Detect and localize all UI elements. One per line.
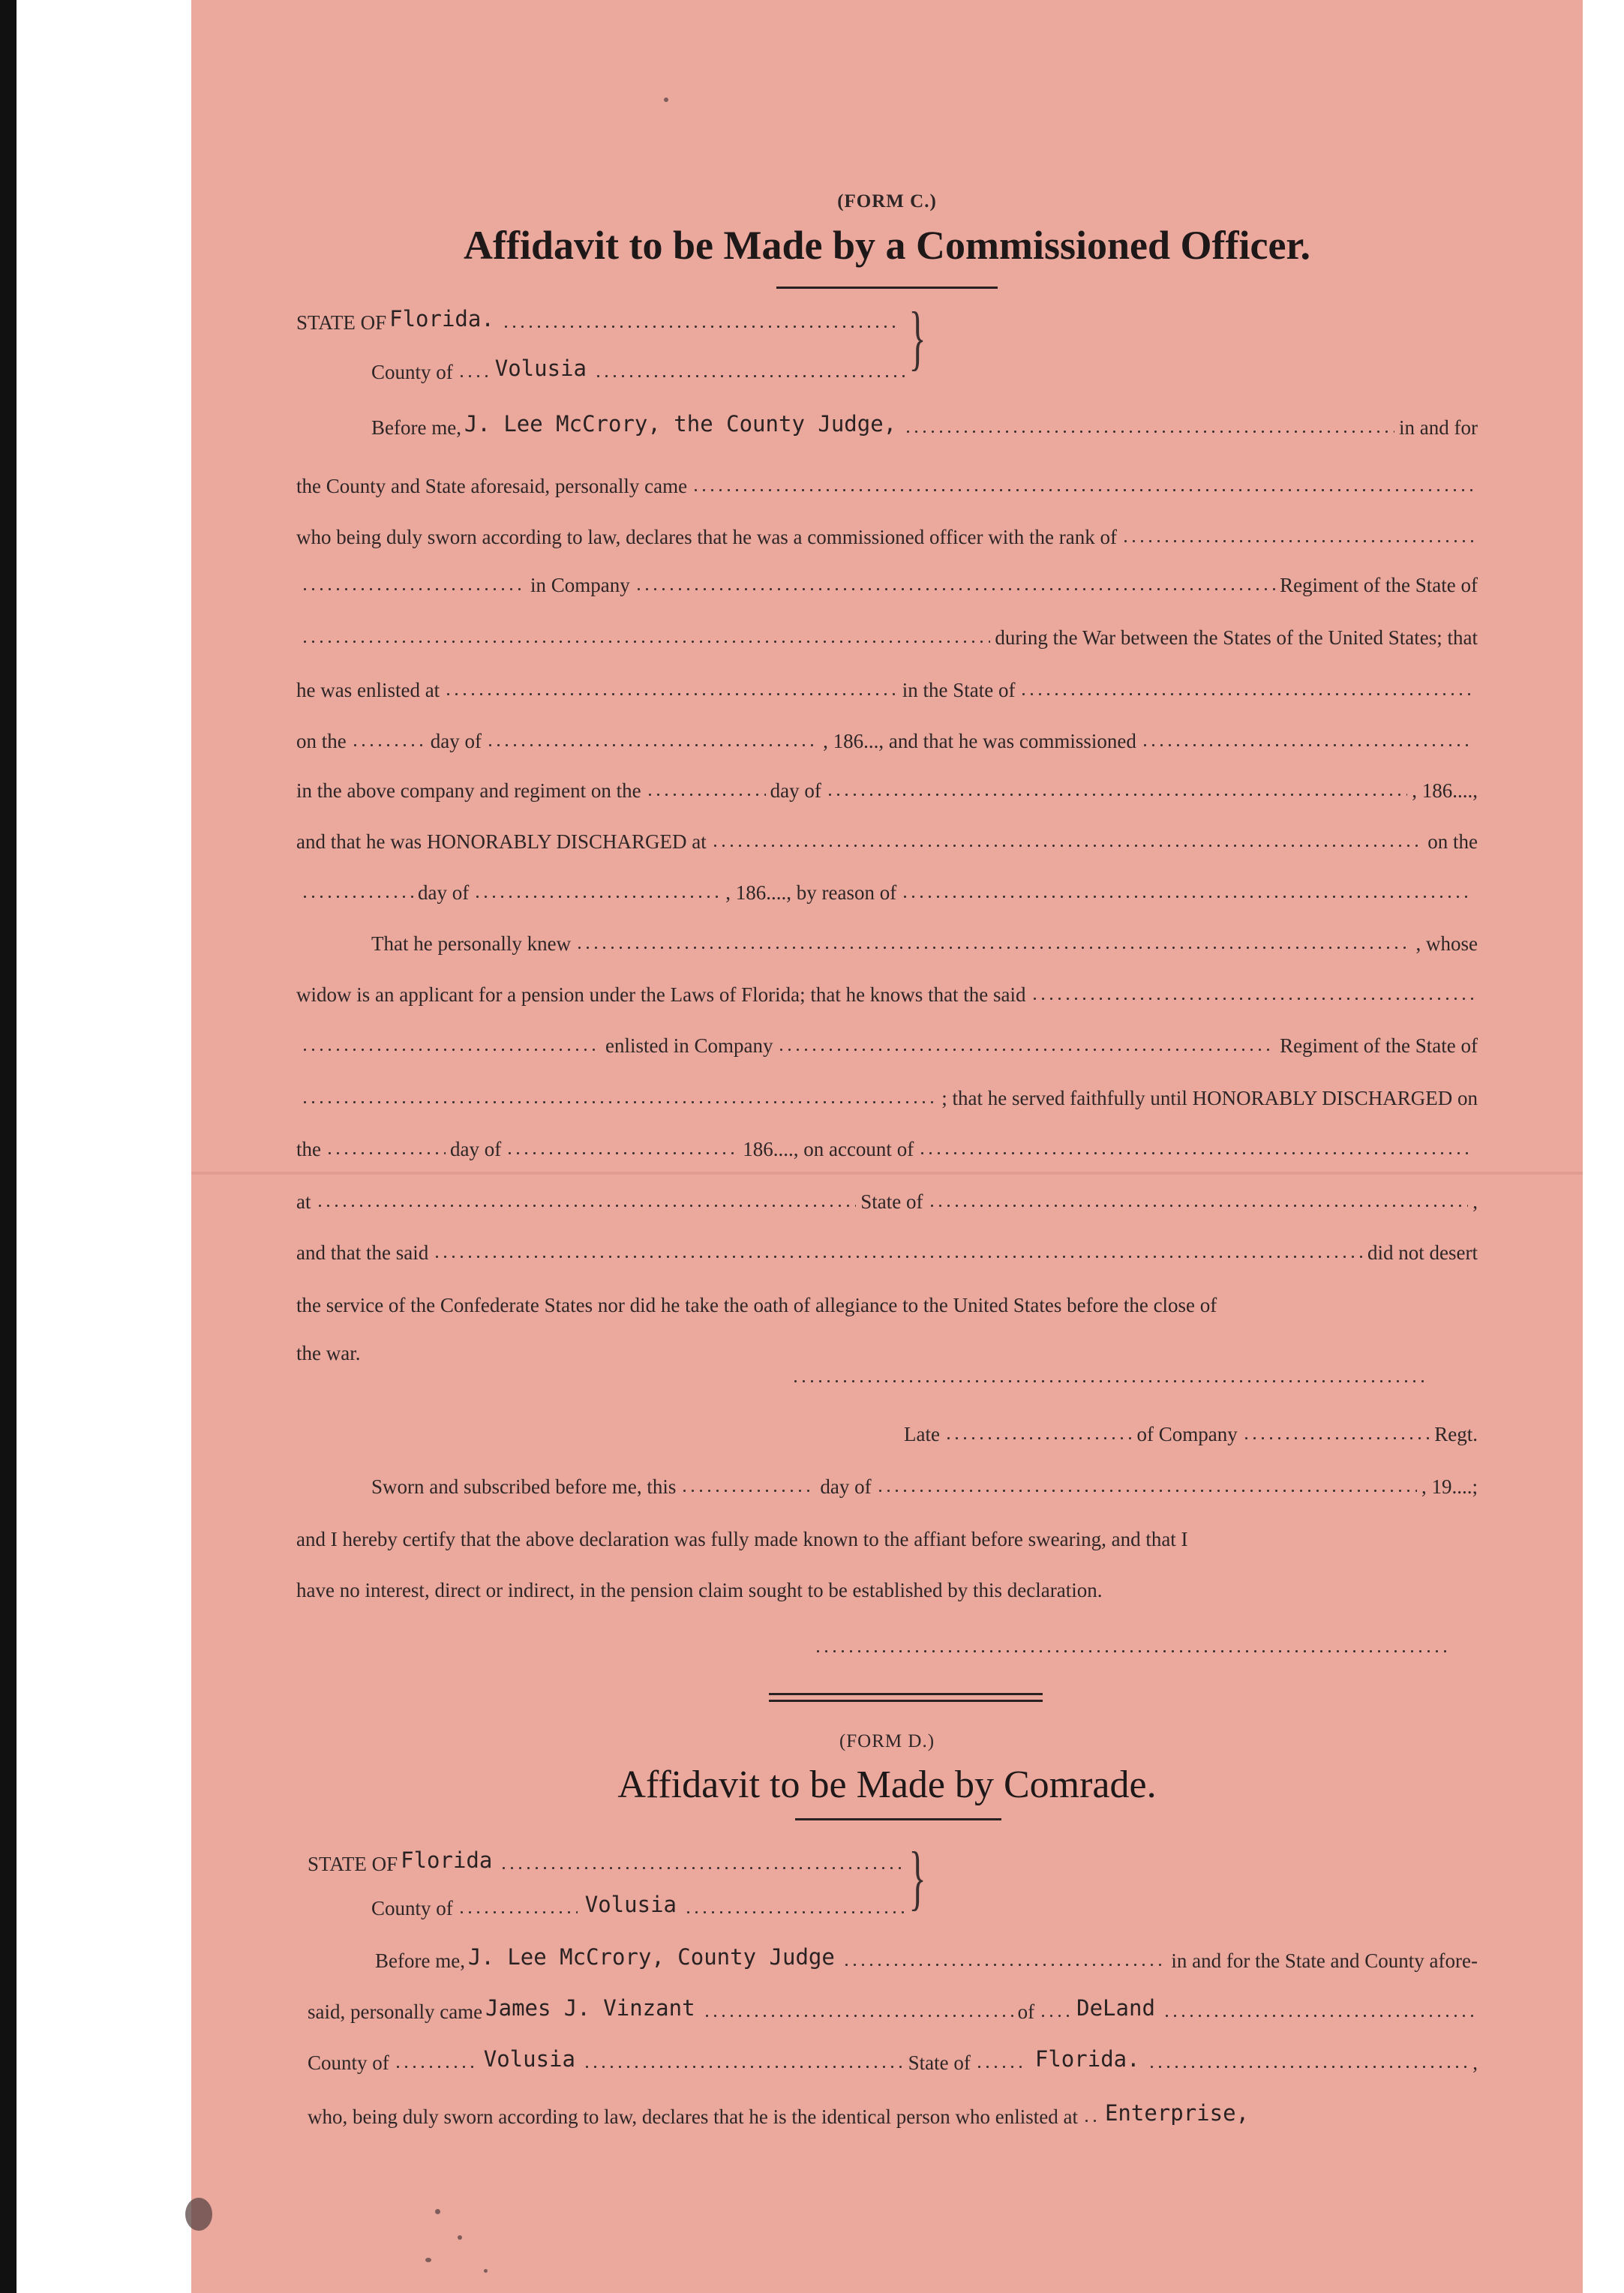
ink-stain [185, 2198, 212, 2231]
fold-crease [191, 1172, 1583, 1175]
ink-speck [425, 2258, 431, 2262]
text-line: widow is an applicant for a pension under the Laws of Florida; that he knows that the said [296, 972, 1478, 1007]
text-line: who being duly sworn according to law, declares that he was a commissioned officer with the rank of [296, 515, 1478, 549]
text-line: during the War between the States of the United States; that [296, 615, 1478, 650]
text-line: and that he was HONORABLY DISCHARGED at on the [296, 830, 1478, 853]
form-d-label: (FORM D.) [839, 1731, 935, 1751]
text-line: enlisted in Company Regiment of the State of [296, 1023, 1478, 1058]
county-value: Volusia [483, 2046, 575, 2072]
form-c-title: Affidavit to be Made by a Commissioned Officer. [464, 223, 1310, 268]
brace: } [908, 297, 926, 377]
text-line: the day of 186...., on account of [296, 1127, 1478, 1161]
text-line: at State of , [296, 1190, 1478, 1213]
state-value: Florida [401, 1847, 493, 1873]
text-line: the County and State aforesaid, personally came [296, 464, 1478, 498]
ink-speck [664, 98, 668, 102]
section-divider [769, 1700, 1043, 1702]
judge-value: J. Lee McCrory, County Judge [467, 1944, 835, 1970]
text-line: he was enlisted at in the State of [296, 668, 1478, 702]
text-line: That he personally knew , whose [371, 932, 1478, 955]
form-c-label: (FORM C.) [837, 191, 937, 212]
enlisted-place-value: Enterprise, [1104, 2100, 1250, 2126]
text-line: in Company Regiment of the State of [296, 563, 1478, 597]
text-line: on the day of , 186..., and that he was commissioned [296, 719, 1478, 753]
state-value: Florida. [1034, 2046, 1140, 2072]
form-d-title: Affidavit to be Made by Comrade. [617, 1763, 1157, 1806]
brace: } [908, 1837, 926, 1917]
scanner-edge [0, 0, 17, 2293]
late-company-line: Late of Company Regt. [904, 1423, 1478, 1445]
text-line: ; that he served faithfully until HONORABLY DISCHARGED on [296, 1076, 1478, 1110]
ink-speck [458, 2235, 462, 2240]
section-divider [769, 1693, 1043, 1695]
text-line: day of , 186...., by reason of [296, 870, 1478, 905]
county-state-line: County of Volusia State of Florida. , [308, 2046, 1478, 2074]
sworn-line: Sworn and subscribed before me, this day of , 19....; [371, 1475, 1478, 1498]
text-line: and I hereby certify that the above declaration was fully made known to the affiant before swearing, and that I [296, 1528, 1188, 1550]
text-line: and that the said did not desert [296, 1241, 1478, 1264]
text-line: have no interest, direct or indirect, in the pension claim sought to be established by this declaration. [296, 1579, 1103, 1601]
affidavit-document [191, 0, 1583, 2293]
ink-speck [484, 2269, 488, 2273]
state-line: STATE OF Florida. [296, 300, 900, 335]
ink-speck [435, 2209, 440, 2214]
place-value: DeLand [1076, 1995, 1155, 2021]
enlisted-line: who, being duly sworn according to law, declares that he is the identical person who enlisted at Enterprise, [308, 2100, 1250, 2128]
text-line: the service of the Confederate States nor did he take the oath of allegiance to the United States before the close of [296, 1294, 1217, 1316]
before-me-line: Before me, J. Lee McCrory, the County Judge, in and for [371, 411, 1478, 439]
state-value: Florida. [389, 306, 494, 332]
title-underline [776, 287, 998, 289]
before-me-line: Before me, J. Lee McCrory, County Judge in and for the State and County afore- [375, 1944, 1478, 1972]
state-line: STATE OF Florida [308, 1841, 911, 1876]
signature-line [814, 1650, 1448, 1652]
county-line: County of Volusia [296, 350, 911, 384]
personally-came-line: said, personally came James J. Vinzant of DeLand [308, 1989, 1478, 2024]
county-value: Volusia [584, 1892, 677, 1917]
text-line: in the above company and regiment on the day of , 186...., [296, 779, 1478, 802]
person-value: James J. Vinzant [485, 1995, 695, 2021]
judge-value: J. Lee McCrory, the County Judge, [464, 411, 897, 437]
text-line: the war. [296, 1342, 361, 1364]
title-underline [795, 1818, 1001, 1820]
county-line: County of Volusia [371, 1886, 911, 1920]
county-value: Volusia [494, 356, 587, 381]
signature-line [791, 1380, 1429, 1382]
